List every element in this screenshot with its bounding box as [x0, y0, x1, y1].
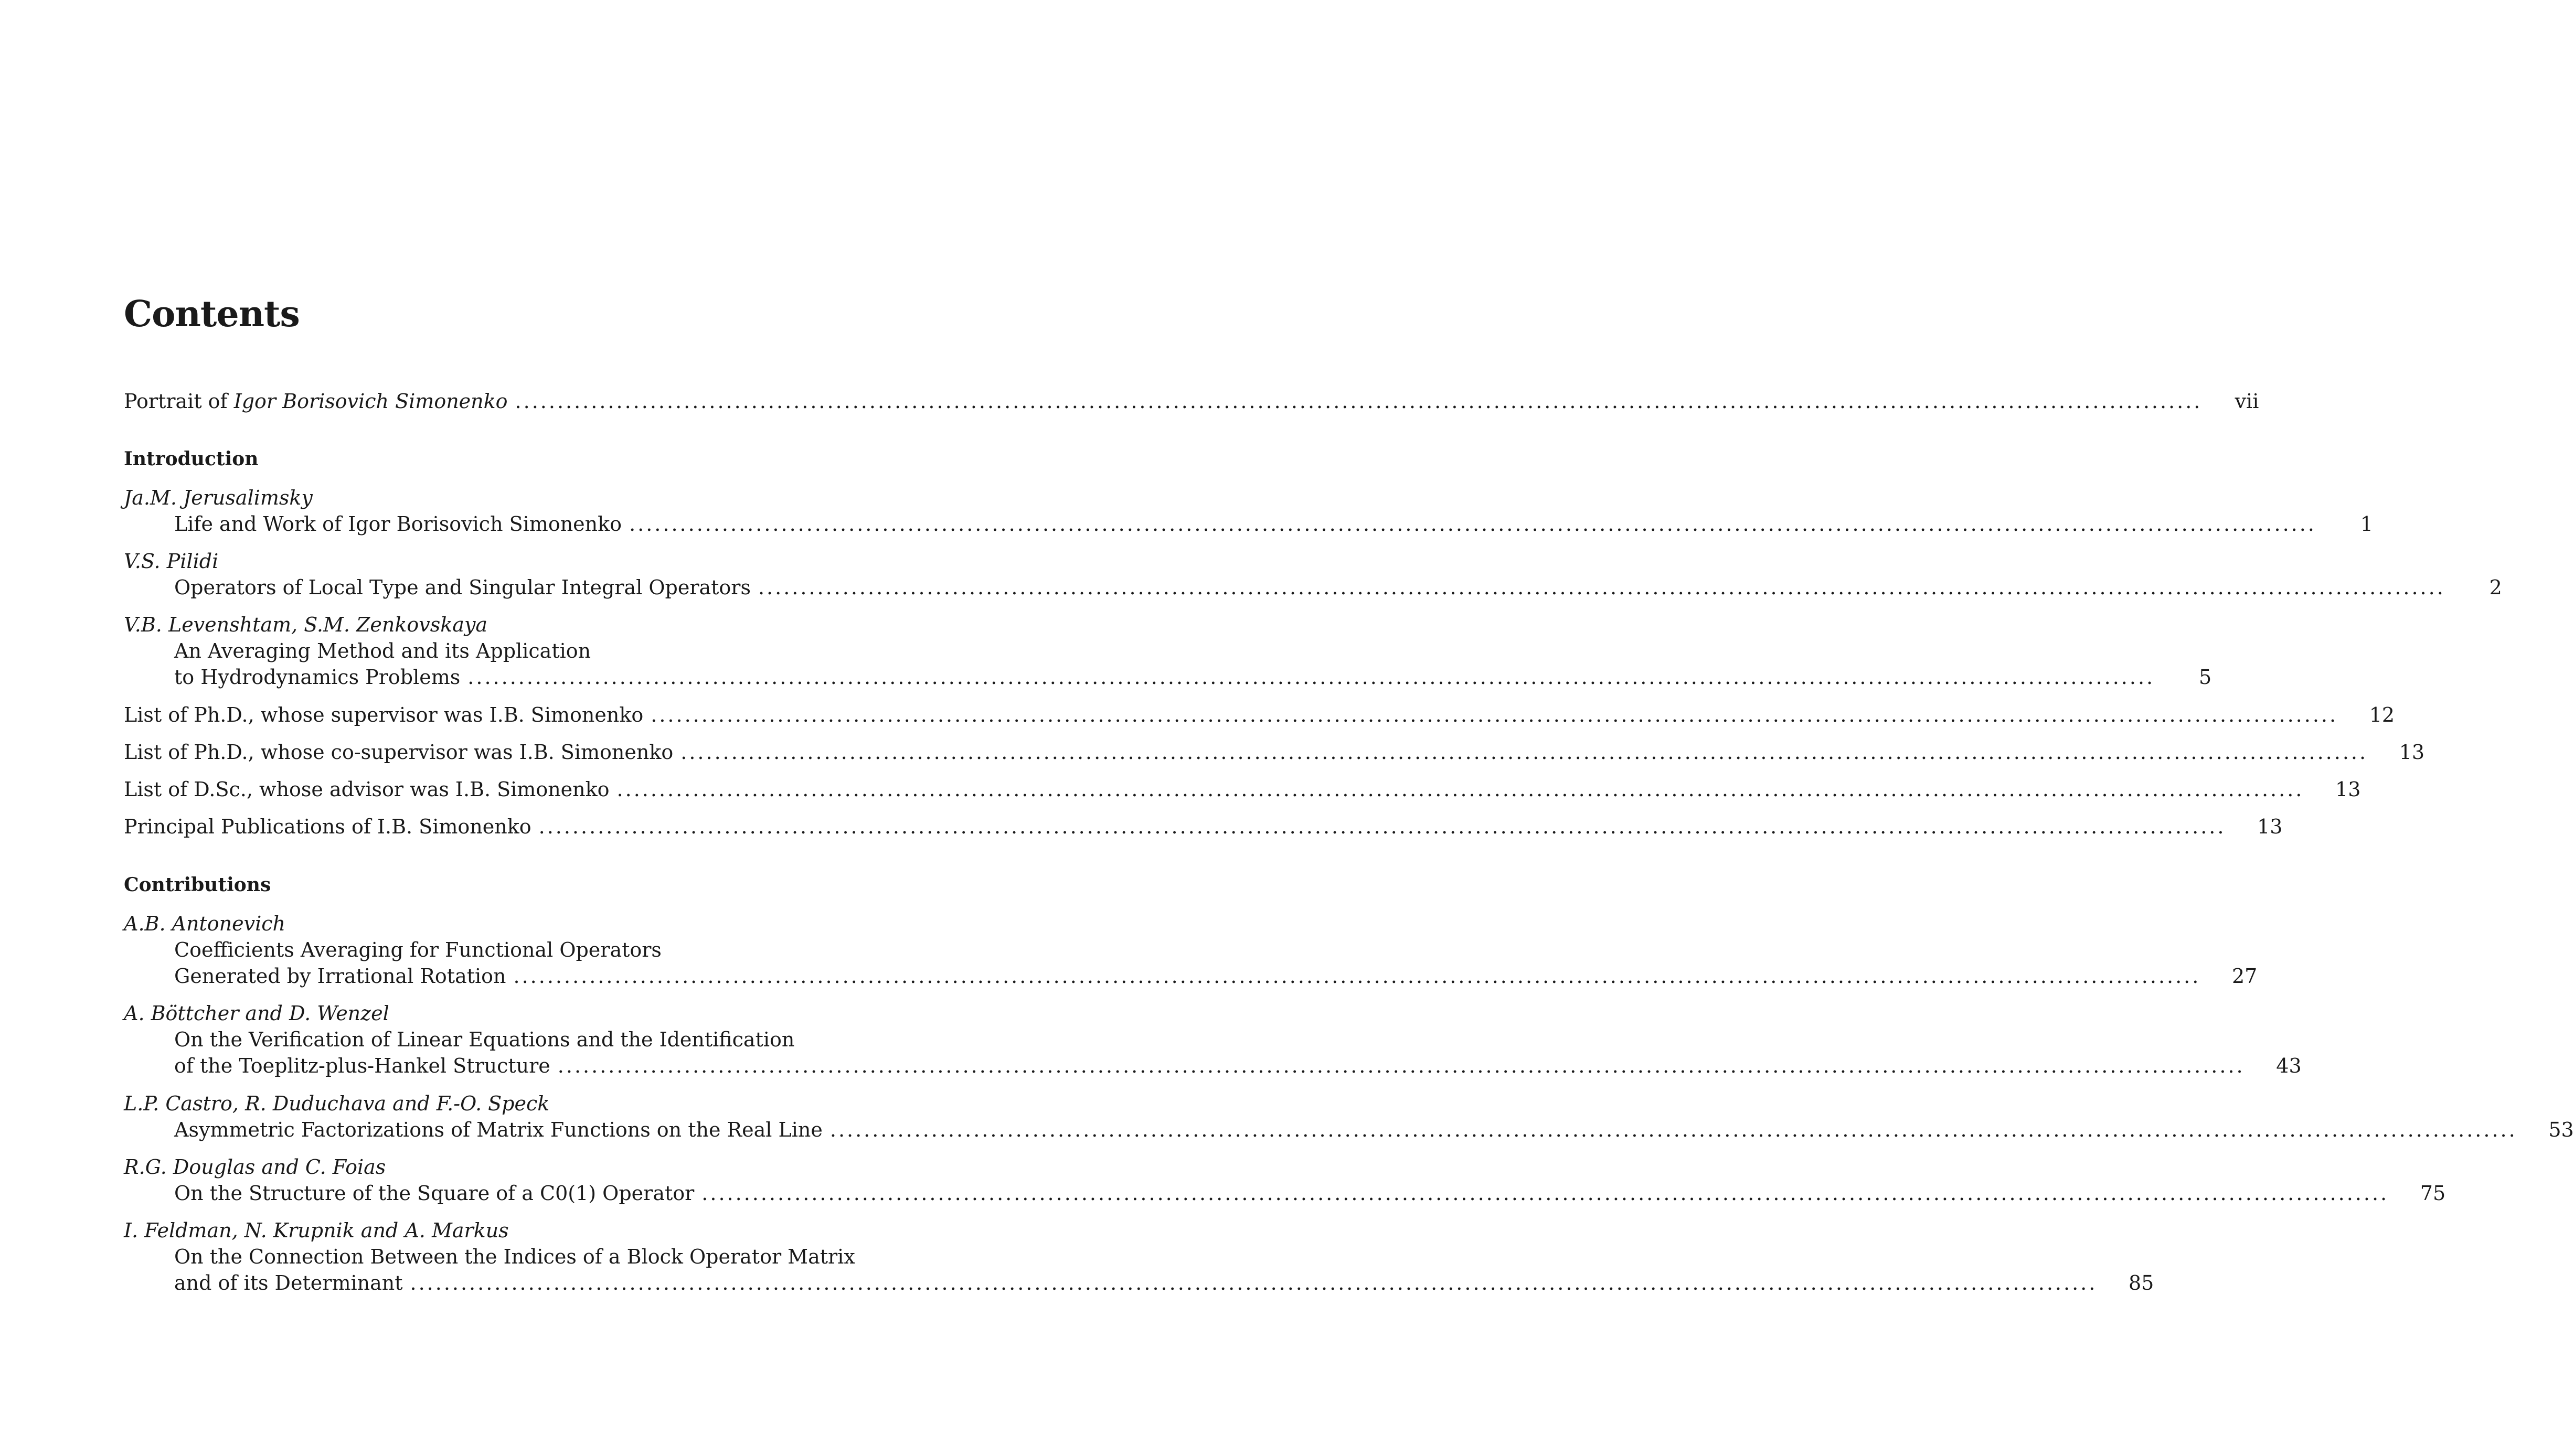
toc-entry-title: and of its Determinant: [174, 1271, 403, 1294]
page-number: 2: [2489, 576, 2502, 599]
dot-leader: ........................................................................................................................................................................................................: [629, 512, 2316, 536]
page-number: vii: [2235, 390, 2259, 413]
toc-entry-title: An Averaging Method and its Application: [174, 639, 591, 662]
dot-leader: ........................................................................................................................................................................................................: [513, 965, 2201, 988]
page-number: 85: [2128, 1271, 2154, 1294]
toc-entry-title: Life and Work of Igor Borisovich Simonenko: [174, 512, 622, 536]
toc-entry[interactable]: [174, 511, 2373, 537]
toc-entry-title: List of Ph.D., whose co-supervisor was I.B. Simonenko: [124, 741, 674, 764]
toc-authors: I. Feldman, N. Krupnik and A. Markus: [124, 1219, 509, 1242]
page-number: 13: [2399, 741, 2425, 764]
dot-leader: ........................................................................................................................................................................................................: [616, 778, 2304, 801]
toc-entry-title: On the Verification of Linear Equations and the Identification: [174, 1028, 795, 1051]
toc-entry[interactable]: [174, 1270, 2154, 1296]
page-number: 27: [2231, 965, 2258, 988]
toc-authors: V.B. Levenshtam, S.M. Zenkovskaya: [124, 613, 488, 636]
page-title: Contents: [124, 293, 300, 335]
dot-leader: ........................................................................................................................................................................................................: [538, 815, 2226, 838]
toc-entry-title: to Hydrodynamics Problems: [174, 666, 461, 689]
toc-authors: Ja.M. Jerusalimsky: [124, 486, 313, 509]
toc-authors: A. Böttcher and D. Wenzel: [124, 1002, 389, 1025]
toc-entry-title: Asymmetric Factorizations of Matrix Functions on the Real Line: [174, 1118, 823, 1141]
toc-entry-title: Coefficients Averaging for Functional Operators: [174, 938, 662, 961]
toc-entry-label: Portrait of Igor Borisovich Simonenko: [124, 390, 508, 413]
dot-leader: ........................................................................................................................................................................................................: [467, 666, 2155, 689]
page-number: 5: [2198, 666, 2212, 689]
toc-entry-title: of the Toeplitz-plus-Hankel Structure: [174, 1054, 550, 1077]
toc-entry-title: List of D.Sc., whose advisor was I.B. Simonenko: [124, 778, 610, 801]
toc-entry[interactable]: [174, 574, 2502, 601]
toc-authors: V.S. Pilidi: [124, 550, 219, 573]
page-number: 43: [2276, 1054, 2302, 1077]
toc-entry-title: Generated by Irrational Rotation: [174, 965, 506, 988]
toc-entry-title: Operators of Local Type and Singular Integral Operators: [174, 576, 751, 599]
dot-leader: ........................................................................................................................................................................................................: [515, 390, 2203, 413]
dot-leader: ........................................................................................................................................................................................................: [557, 1054, 2245, 1077]
page-number: 12: [2369, 703, 2395, 726]
page-number: 13: [2335, 778, 2361, 801]
toc-entry[interactable]: [174, 1117, 2574, 1143]
page-number: 13: [2257, 815, 2283, 838]
toc-entry[interactable]: [174, 664, 2212, 690]
toc-entry[interactable]: [124, 702, 2395, 728]
toc-entry-title: Principal Publications of I.B. Simonenko: [124, 815, 531, 838]
toc-authors: L.P. Castro, R. Duduchava and F.-O. Speck: [124, 1092, 550, 1115]
page-number: 75: [2420, 1182, 2446, 1205]
dot-leader: ........................................................................................................................................................................................................: [680, 741, 2368, 764]
toc-entry-title: On the Connection Between the Indices of a Block Operator Matrix: [174, 1245, 855, 1268]
page-number: 53: [2548, 1118, 2574, 1141]
page-number: 1: [2360, 512, 2373, 536]
toc-entry[interactable]: [174, 1053, 2302, 1079]
section-heading-introduction: Introduction: [124, 448, 259, 470]
dot-leader: ........................................................................................................................................................................................................: [701, 1182, 2389, 1205]
toc-authors: R.G. Douglas and C. Foias: [124, 1155, 386, 1179]
toc-authors: A.B. Antonevich: [124, 912, 286, 935]
portrait-name: Igor Borisovich Simonenko: [233, 390, 508, 413]
toc-entry-portrait[interactable]: [124, 388, 2259, 414]
section-heading-contributions: Contributions: [124, 874, 271, 896]
toc-entry-title: On the Structure of the Square of a C0(1) Operator: [174, 1182, 695, 1205]
dot-leader: ........................................................................................................................................................................................................: [829, 1118, 2517, 1141]
toc-entry[interactable]: [174, 963, 2258, 989]
dot-leader: ........................................................................................................................................................................................................: [410, 1271, 2098, 1294]
toc-entry[interactable]: [174, 1180, 2446, 1206]
toc-entry-title: List of Ph.D., whose supervisor was I.B. Simonenko: [124, 703, 644, 726]
toc-entry[interactable]: [124, 739, 2425, 765]
toc-entry[interactable]: [124, 813, 2283, 840]
toc-entry[interactable]: [124, 776, 2361, 802]
dot-leader: ........................................................................................................................................................................................................: [758, 576, 2445, 599]
dot-leader: ........................................................................................................................................................................................................: [651, 703, 2338, 726]
